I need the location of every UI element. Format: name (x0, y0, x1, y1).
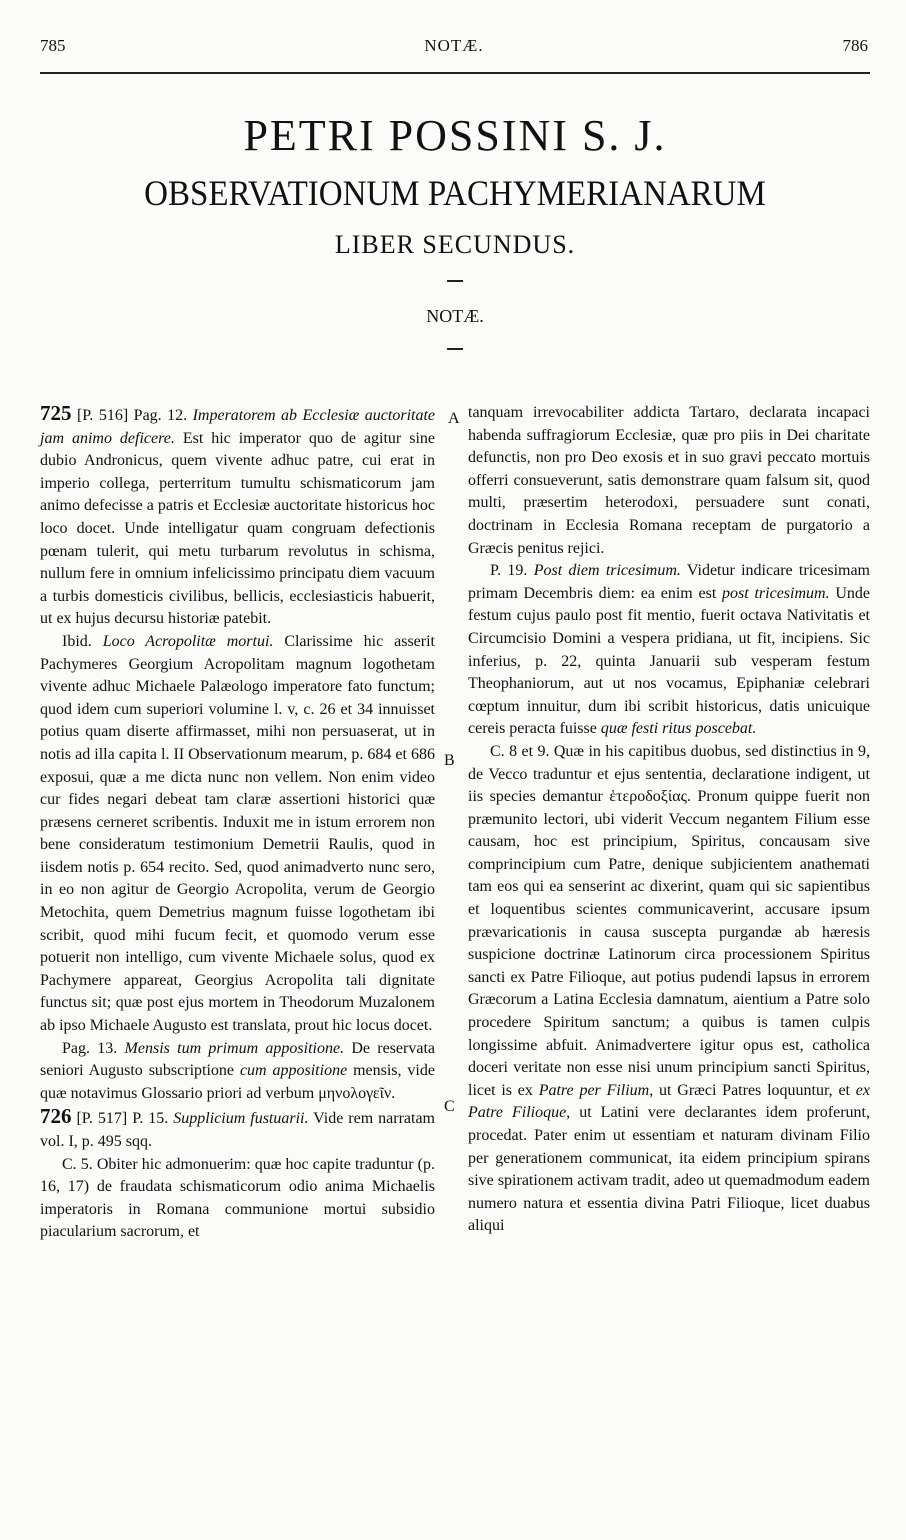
title-block (40, 110, 870, 350)
page-number-right: 786 (842, 36, 868, 55)
note-number: 725 (40, 401, 72, 425)
header-rule (40, 72, 870, 74)
section-dash (447, 348, 463, 350)
note-paragraph: C. 8 et 9. Quæ in his capitibus duobus, sed distinctius in 9, de Vecco traduntur et ejus sententia, declaratione indigent, ut iis species demantur ἑτεροδοξίας. Pronum quippe fuerit non præmunito lectori, ubi viderit Veccum negantem Filium esse causam, hoc est principium, Spiritus, concausam sive comprincipium cum Patre, denique subjicientem anathemati tam eos qui ea senserint ac dixerint, quam qui sic sapientibus et loquentibus scientes communicaverint, accusare ipsum prævaricationis in causa suscepta purgandæ ab hæresis suspicione doctrinæ Latinorum circa processionem Spiritus sancti ex Patre Filioque, aut potius pudendi lapsus in errorem Græcorum a Latina Ecclesia damnatum, aientium a Patre solo procedere Spiritum sanctum; a quibus is tamen culpis longissime abfuit. Animadvertere igitur opus est, catholica doceri veritate non esse nisi unum principium sancti Spiritus, licet is ex Patre per Filium, ut Græci Patres loquuntur, et ex Patre Filioque, ut Latini vere declarantes idem proferunt, procedat. Pater enim ut essentiam et naturam divinam Filio per generationem communicat, ita eidem principium spirans sive spirationem activam tradit, adeo ut quemadmodum eadem numero natura et essentia divina Patri Filioque, licet duabus aliqui (468, 742, 870, 1235)
note-paragraph: Ibid. Loco Acropolitæ mortui. Clarissime hic asserit Pachymeres Georgium Acropolitam magnum logothetam vivente adhuc Michaele Palæologo imperatore fato functum; quod idem cum superiori volumine l. v, c. 26 et 34 innuisset potius quam diserte affirmasset, mihi non persuaserat, ut in notis ad illa capita l. II Observationum mearum, p. 684 et 686 exposui, quæ a me dicta nunc non vellem. Non enim video cur fides negari debeat tam claræ assertioni historici quæ præsens cerneret scribentis. Induxit me in istum errorem non bene consideratum testimonium Demetrii Raulis, quod in iisdem notis p. 654 recito. Sed, quod animadverto nunc sero, in eo non agitur de Georgio Acropolita, verum de Georgio Metochita, quem Demetrius magnum fuisse logothetam ibi scribit, quod mihi fucum fecit, et quomodo verum esse potuerit non intelligo, cum vivente Michaele solus, quod ex Pachymere appareat, Georgius Acropolita tali dignitate functus sit; quæ post ejus mortem in Theodorum Muzalonem ab ipso Michaele Augusto est translata, prout hic locus docet. (40, 632, 435, 1035)
running-title: NOTÆ. (424, 36, 484, 55)
page-number-left: 785 (40, 36, 66, 55)
author-title: PETRI POSSINI S. J. (243, 111, 667, 160)
section-title: NOTÆ. (426, 306, 484, 326)
right-column (468, 402, 870, 1238)
margin-marker-c: C (444, 1098, 455, 1115)
title-dash (447, 280, 463, 282)
left-column (40, 402, 435, 1244)
note-paragraph: Pag. 13. Mensis tum primum appositione. De reservata seniori Augusto subscriptione cum appositione mensis, vide quæ notavimus Glossario priori ad verbum μηνολογεῖν. (40, 1039, 436, 1102)
margin-marker-b: B (444, 752, 455, 769)
note-paragraph: 725 [P. 516] Pag. 12. Imperatorem ab Ecclesiæ auctoritate jam animo deficere. Est hic imperator quo de agitur sine dubio Andronicus, quem vivente adhuc patre, cui erat in imperio collega, perterritum tumultu schismaticorum jam animo defecisse a patris et Ecclesiæ auctoritate historicus hoc loco docet. Unde intelligatur quam congruam defectionis pœnam tulerit, qui metu turbarum revolutus in schisma, nullum fere in omnium infelicissimo principatu diem vacuum a turbis domesticis civilibus, bellicis, ecclesiasticis habuerit, ut ex hujus decursu historiæ patebit. (40, 401, 435, 628)
note-number: 726 (40, 1104, 72, 1129)
running-header (40, 30, 868, 60)
note-paragraph: P. 19. Post diem tricesimum. Videtur indicare tricesimam primam Decembris diem: ea enim est post tricesimum. Unde festum cujus paulo post fit mentio, fuerit octava Nativitatis et Circumcisio Domini a vespera pridiana, ut fit, incipiens. Sic inferius, p. 22, quinta Januarii sub vesperam festum Theophaniorum, aut ut nos vocamus, Epiphaniæ celebrari cœptum innuitur, dum ibi scribit historicus, datis unicuique cereis peracta fuisse quæ festi ritus poscebat. (468, 562, 871, 738)
margin-marker-a: A (448, 410, 460, 427)
note-paragraph: C. 5. Obiter hic admonuerim: quæ hoc capite traduntur (p. 16, 17) de fraudata schismaticorum odio anima Michaelis imperatoris in Romana communione mortui subsidio piacularium sacrorum, et (40, 1155, 435, 1241)
book-title: LIBER SECUNDUS. (334, 230, 576, 259)
work-title: OBSERVATIONUM PACHYMERIANARUM (144, 174, 766, 214)
note-paragraph: 726 [P. 517] P. 15. Supplicium fustuarii. Vide rem narratam vol. I, p. 495 sqq. (40, 1104, 436, 1150)
note-paragraph: tanquam irrevocabiliter addicta Tartaro, declarata incapaci habenda suffragiorum Ecclesiæ, quæ pro piis in Dei charitate defunctis, non pro Deo exosis et in suo gravi peccato mortuis offerri consueverunt, satis demonstrare quam falsum sit, quod multi, præsertim heterodoxi, persuadere sunt conati, doctrinam in Ecclesia Romana receptam de purgatorio a Græcis penitus rejici. (468, 404, 870, 557)
